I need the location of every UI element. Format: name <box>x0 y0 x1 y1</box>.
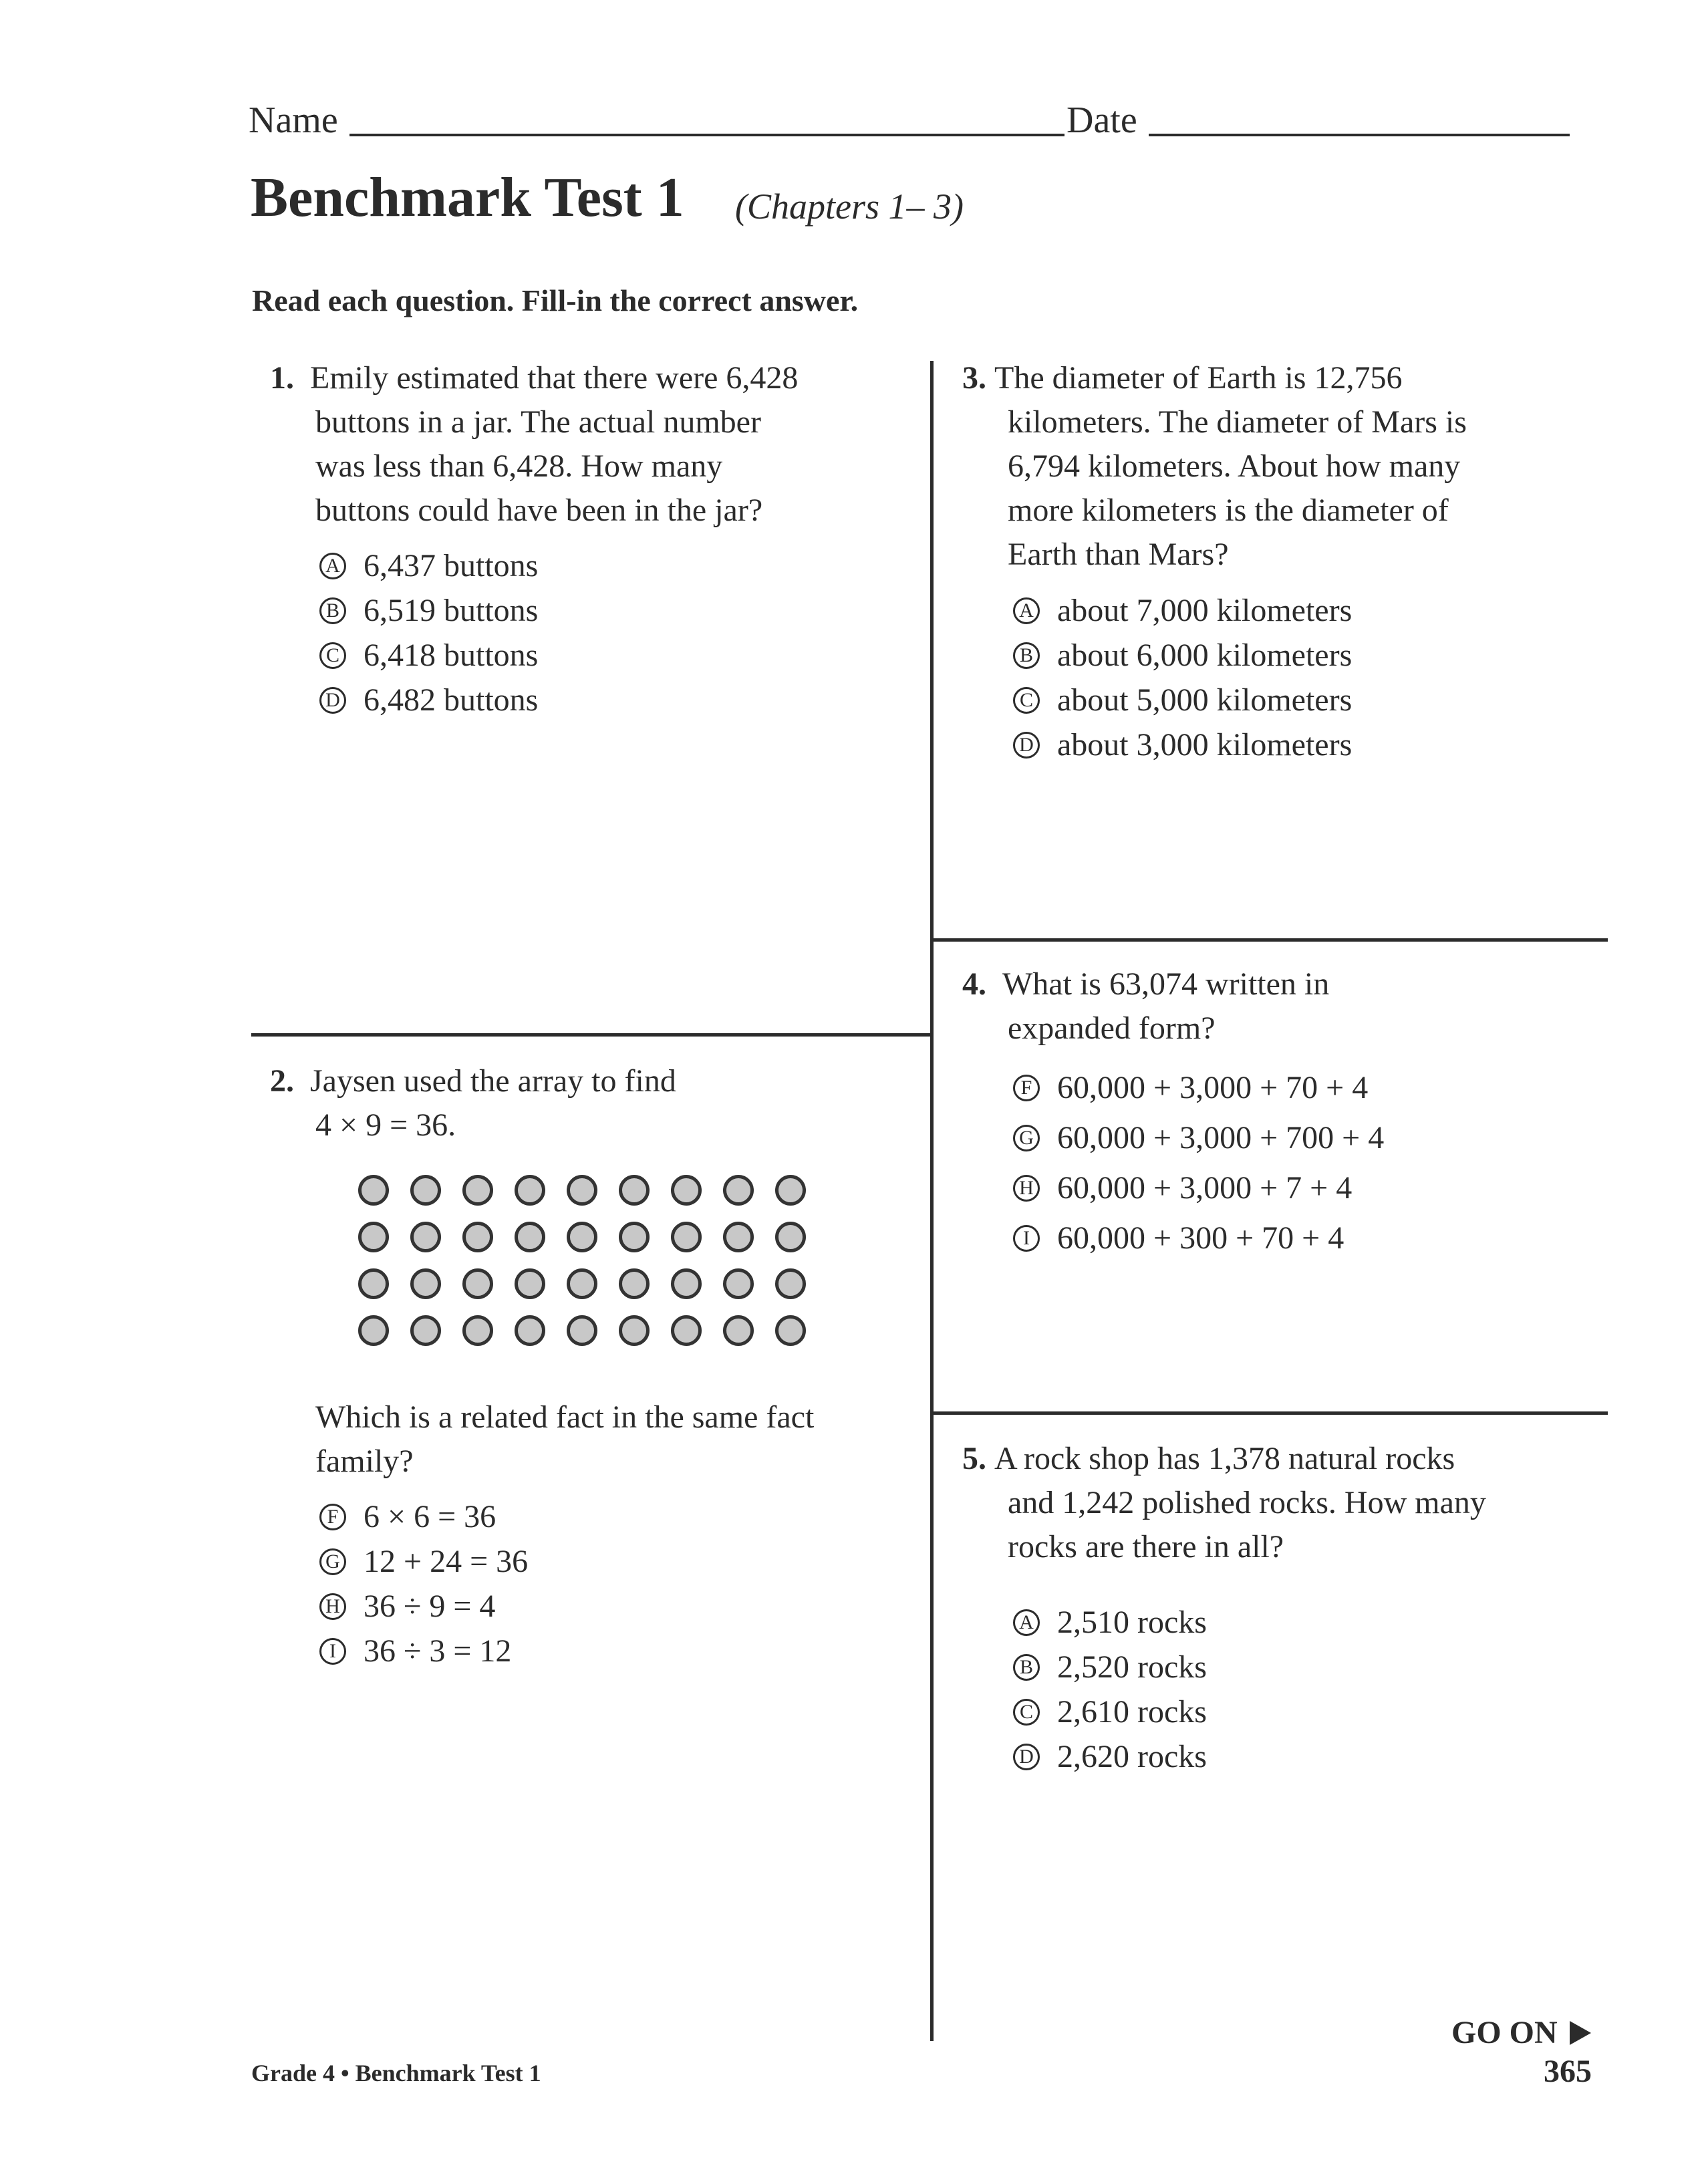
q5-option-c[interactable]: C 2,610 rocks <box>1013 1689 1207 1734</box>
array-dot <box>775 1268 806 1299</box>
q3-option-d[interactable]: D about 3,000 kilometers <box>1013 722 1352 767</box>
array-dot <box>515 1175 545 1206</box>
answer-bubble[interactable]: C <box>319 642 346 669</box>
question-5: 5. A rock shop has 1,378 natural rocks and 1,242 polished rocks. How many rocks are there in all? <box>962 1441 1486 1564</box>
page-subtitle: (Chapters 1– 3) <box>735 186 964 227</box>
q5-option-d[interactable]: D 2,620 rocks <box>1013 1734 1207 1779</box>
array-dot <box>671 1268 702 1299</box>
date-label: Date <box>1067 100 1137 141</box>
q4-option-i[interactable]: I 60,000 + 300 + 70 + 4 <box>1013 1213 1384 1263</box>
array-dot <box>619 1175 650 1206</box>
date-field-line[interactable] <box>1149 134 1570 136</box>
array-dot <box>462 1175 493 1206</box>
array-dot <box>723 1268 754 1299</box>
array-dot <box>619 1268 650 1299</box>
array-dot <box>567 1222 597 1252</box>
q4-options <box>1013 1063 1384 1263</box>
array-dot <box>515 1222 545 1252</box>
array-dot <box>775 1175 806 1206</box>
q2-option-f[interactable]: F 6 × 6 = 36 <box>319 1494 528 1539</box>
answer-bubble[interactable]: C <box>1013 1699 1040 1726</box>
question-number: 3. <box>962 360 986 396</box>
array-dot <box>723 1222 754 1252</box>
q1-option-b[interactable]: B 6,519 buttons <box>319 588 538 633</box>
question-3: 3. The diameter of Earth is 12,756 kilometers. The diameter of Mars is 6,794 kilometers. About how many more kilometers is the diameter of Earth than Mars? <box>962 360 1467 572</box>
footer-label: Grade 4 • Benchmark Test 1 <box>251 2060 541 2086</box>
array-dot <box>515 1315 545 1346</box>
page-number: 365 <box>1544 2054 1592 2089</box>
array-dot <box>671 1222 702 1252</box>
answer-bubble[interactable]: G <box>1013 1125 1040 1151</box>
array-dot <box>410 1315 441 1346</box>
answer-bubble[interactable]: F <box>319 1504 346 1530</box>
q3-option-b[interactable]: B about 6,000 kilometers <box>1013 633 1352 678</box>
answer-bubble[interactable]: B <box>319 597 346 624</box>
q1-option-d[interactable]: D 6,482 buttons <box>319 678 538 722</box>
question-number: 5. <box>962 1441 986 1476</box>
array-dot <box>358 1315 389 1346</box>
answer-bubble[interactable]: G <box>319 1548 346 1575</box>
answer-bubble[interactable]: H <box>319 1593 346 1620</box>
array-dot <box>410 1222 441 1252</box>
instructions: Read each question. Fill-in the correct answer. <box>252 283 859 317</box>
question-number: 4. <box>962 966 986 1002</box>
answer-bubble[interactable]: A <box>1013 1609 1040 1636</box>
name-field-line[interactable] <box>349 134 1064 136</box>
q3-options <box>1013 588 1352 767</box>
answer-bubble[interactable]: A <box>319 553 346 579</box>
array-dot <box>775 1222 806 1252</box>
q2-option-h[interactable]: H 36 ÷ 9 = 4 <box>319 1584 528 1629</box>
array-dot <box>358 1268 389 1299</box>
array-dot <box>671 1315 702 1346</box>
column-divider <box>930 361 934 2041</box>
answer-bubble[interactable]: D <box>1013 1744 1040 1770</box>
array-dot <box>567 1315 597 1346</box>
array-dot <box>462 1222 493 1252</box>
array-dot <box>775 1315 806 1346</box>
q1-option-c[interactable]: C 6,418 buttons <box>319 633 538 678</box>
array-dot <box>723 1315 754 1346</box>
array-dot <box>619 1222 650 1252</box>
q4-option-f[interactable]: F 60,000 + 3,000 + 70 + 4 <box>1013 1063 1384 1113</box>
q3-q4-divider <box>932 938 1608 942</box>
q2-option-g[interactable]: G 12 + 24 = 36 <box>319 1539 528 1584</box>
answer-bubble[interactable]: I <box>319 1638 346 1665</box>
answer-bubble[interactable]: B <box>1013 1654 1040 1681</box>
q4-option-g[interactable]: G 60,000 + 3,000 + 700 + 4 <box>1013 1113 1384 1163</box>
q5-options <box>1013 1600 1207 1779</box>
answer-bubble[interactable]: A <box>1013 597 1040 624</box>
array-dot <box>462 1268 493 1299</box>
dot-array <box>358 1175 806 1346</box>
question-2-followup: Which is a related fact in the same fact family? <box>315 1399 815 1479</box>
array-dot <box>358 1175 389 1206</box>
answer-bubble[interactable]: F <box>1013 1075 1040 1101</box>
answer-bubble[interactable]: I <box>1013 1225 1040 1252</box>
array-dot <box>410 1175 441 1206</box>
array-dot <box>671 1175 702 1206</box>
q1-options <box>319 543 538 722</box>
answer-bubble[interactable]: B <box>1013 642 1040 669</box>
q4-option-h[interactable]: H 60,000 + 3,000 + 7 + 4 <box>1013 1163 1384 1213</box>
q4-q5-divider <box>932 1411 1608 1415</box>
play-arrow-icon <box>1570 2021 1591 2045</box>
page-title: Benchmark Test 1 <box>251 166 684 229</box>
q3-option-c[interactable]: C about 5,000 kilometers <box>1013 678 1352 722</box>
name-label: Name <box>249 100 338 141</box>
answer-bubble[interactable]: H <box>1013 1175 1040 1202</box>
question-number: 1. <box>270 360 294 396</box>
q1-q2-divider <box>251 1033 932 1037</box>
array-dot <box>619 1315 650 1346</box>
q1-option-a[interactable]: A 6,437 buttons <box>319 543 538 588</box>
answer-bubble[interactable]: C <box>1013 687 1040 714</box>
q2-option-i[interactable]: I 36 ÷ 3 = 12 <box>319 1629 528 1673</box>
array-dot <box>567 1175 597 1206</box>
question-number: 2. <box>270 1063 294 1099</box>
q3-option-a[interactable]: A about 7,000 kilometers <box>1013 588 1352 633</box>
question-2: 2. Jaysen used the array to find 4 × 9 = 36. <box>270 1063 676 1143</box>
go-on-indicator: GO ON <box>1451 2017 1591 2049</box>
answer-bubble[interactable]: D <box>1013 732 1040 759</box>
array-dot <box>358 1222 389 1252</box>
answer-bubble[interactable]: D <box>319 687 346 714</box>
array-dot <box>567 1268 597 1299</box>
array-dot <box>462 1315 493 1346</box>
q5-option-b[interactable]: B 2,520 rocks <box>1013 1645 1207 1689</box>
q2-options <box>319 1494 528 1673</box>
q5-option-a[interactable]: A 2,510 rocks <box>1013 1600 1207 1645</box>
array-dot <box>515 1268 545 1299</box>
question-1: 1. Emily estimated that there were 6,428 buttons in a jar. The actual number was less than 6,428. How many buttons could have been in the jar? <box>270 360 799 528</box>
array-dot <box>723 1175 754 1206</box>
question-4: 4. What is 63,074 written in expanded form? <box>962 966 1330 1046</box>
array-dot <box>410 1268 441 1299</box>
